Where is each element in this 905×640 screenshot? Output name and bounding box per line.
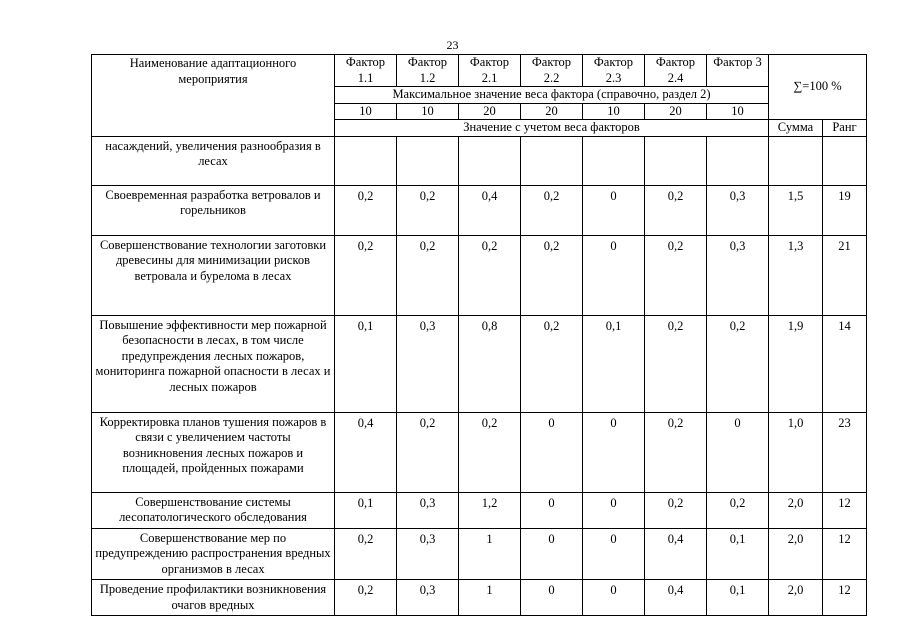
weight-factor-1-1: 10	[335, 103, 397, 120]
header-max-weight-caption: Максимальное значение веса фактора (справочно, раздел 2)	[335, 87, 769, 104]
factor-value-cell: 0,2	[645, 315, 707, 412]
table-row	[92, 412, 867, 492]
header-factor-1-2: Фактор 1.2	[397, 55, 459, 87]
factor-value-cell: 0,1	[583, 315, 645, 412]
factor-value-cell: 0,4	[645, 528, 707, 580]
measure-name: Проведение профилактики возникновения очагов вредных	[92, 580, 335, 616]
header-factor-3: Фактор 3	[707, 55, 769, 87]
factor-value-cell: 0,2	[645, 412, 707, 492]
factor-value-cell: 0,2	[335, 235, 397, 315]
weight-factor-2-2: 20	[521, 103, 583, 120]
header-value-caption: Значение с учетом веса факторов	[335, 120, 769, 137]
factor-value-cell: 0,2	[521, 315, 583, 412]
factor-value-cell: 0	[583, 528, 645, 580]
factor-value-cell: 0,4	[459, 185, 521, 235]
table-row	[92, 235, 867, 315]
factor-value-cell: 0,2	[645, 492, 707, 528]
sum-cell: 1,9	[769, 315, 823, 412]
factor-value-cell	[397, 136, 459, 185]
weight-factor-1-2: 10	[397, 103, 459, 120]
factor-value-cell: 0,2	[397, 185, 459, 235]
sum-cell: 2,0	[769, 580, 823, 616]
header-factor-2-4: Фактор 2.4	[645, 55, 707, 87]
factor-value-cell: 0,3	[397, 492, 459, 528]
table-body	[92, 55, 867, 616]
rank-cell: 21	[823, 235, 867, 315]
measure-name: Совершенствование мер по предупреждению распространения вредных организмов в лесах	[92, 528, 335, 580]
header-row-factors	[92, 55, 867, 87]
table-row	[92, 492, 867, 528]
rank-cell: 14	[823, 315, 867, 412]
header-factor-2-1: Фактор 2.1	[459, 55, 521, 87]
measure-name: Своевременная разработка ветровалов и горельников	[92, 185, 335, 235]
sum-cell: 1,5	[769, 185, 823, 235]
factor-value-cell: 0,2	[335, 185, 397, 235]
measure-name: насаждений, увеличения разнообразия в лесах	[92, 136, 335, 185]
measure-name: Корректировка планов тушения пожаров в связи с увеличением частоты возникновения лесных пожаров и площадей, пройденных пожарами	[92, 412, 335, 492]
factor-value-cell	[459, 136, 521, 185]
rank-cell: 12	[823, 580, 867, 616]
weight-factor-2-1: 20	[459, 103, 521, 120]
rank-cell: 12	[823, 492, 867, 528]
factor-value-cell: 0	[583, 235, 645, 315]
factor-value-cell: 0	[583, 492, 645, 528]
factor-value-cell: 0,8	[459, 315, 521, 412]
factor-value-cell	[521, 136, 583, 185]
factor-value-cell: 0	[583, 580, 645, 616]
weight-factor-2-4: 20	[645, 103, 707, 120]
sum-cell	[769, 136, 823, 185]
factor-value-cell: 0,2	[707, 492, 769, 528]
factor-value-cell	[335, 136, 397, 185]
factor-value-cell: 0	[521, 412, 583, 492]
factor-value-cell: 0	[521, 528, 583, 580]
factor-value-cell: 1	[459, 528, 521, 580]
rank-cell: 19	[823, 185, 867, 235]
factor-value-cell: 0,1	[707, 580, 769, 616]
table-row	[92, 136, 867, 185]
weight-factor-2-3: 10	[583, 103, 645, 120]
sum-cell: 2,0	[769, 492, 823, 528]
sum-cell: 1,3	[769, 235, 823, 315]
factor-value-cell: 0	[583, 185, 645, 235]
factor-value-cell: 0	[707, 412, 769, 492]
rank-cell: 23	[823, 412, 867, 492]
header-sum: Сумма	[769, 120, 823, 137]
sum-cell: 1,0	[769, 412, 823, 492]
header-factor-1-1: Фактор 1.1	[335, 55, 397, 87]
factor-value-cell: 0,3	[397, 580, 459, 616]
sum-cell: 2,0	[769, 528, 823, 580]
factor-value-cell: 0,4	[645, 580, 707, 616]
measure-name: Совершенствование системы лесопатологического обследования	[92, 492, 335, 528]
factor-value-cell: 0,2	[397, 235, 459, 315]
weight-factor-3: 10	[707, 103, 769, 120]
header-factor-2-2: Фактор 2.2	[521, 55, 583, 87]
rank-cell	[823, 136, 867, 185]
factor-value-cell: 0,2	[459, 412, 521, 492]
factor-value-cell	[645, 136, 707, 185]
factor-value-cell: 0,2	[521, 235, 583, 315]
factor-value-cell: 0,2	[645, 235, 707, 315]
table-row	[92, 528, 867, 580]
factor-value-cell: 0,4	[335, 412, 397, 492]
measure-name: Повышение эффективности мер пожарной безопасности в лесах, в том числе предупреждения лесных пожаров, мониторинга пожарной опасности в лесах и лесных пожаров	[92, 315, 335, 412]
table-row	[92, 315, 867, 412]
sum-total-label: =100 %	[802, 79, 842, 94]
factor-value-cell: 0,3	[397, 315, 459, 412]
header-rank: Ранг	[823, 120, 867, 137]
factor-value-cell: 0,2	[645, 185, 707, 235]
factor-value-cell: 1	[459, 580, 521, 616]
table-row	[92, 185, 867, 235]
factor-value-cell: 0,3	[707, 185, 769, 235]
factor-value-cell: 0,3	[707, 235, 769, 315]
factor-value-cell: 0,1	[335, 315, 397, 412]
factor-value-cell: 0	[521, 580, 583, 616]
factor-value-cell: 0,1	[707, 528, 769, 580]
factor-value-cell: 0,3	[397, 528, 459, 580]
factor-value-cell	[583, 136, 645, 185]
sigma-symbol: ∑	[793, 79, 803, 94]
rank-cell: 12	[823, 528, 867, 580]
header-name-column: Наименование адаптационного мероприятия	[92, 55, 335, 137]
page-number: 23	[446, 38, 459, 52]
header-factor-2-3: Фактор 2.3	[583, 55, 645, 87]
factor-value-cell: 0,2	[521, 185, 583, 235]
factor-value-cell: 0	[521, 492, 583, 528]
factor-value-cell: 0,2	[335, 580, 397, 616]
factor-value-cell	[707, 136, 769, 185]
measure-name: Совершенствование технологии заготовки древесины для минимизации рисков ветровала и бурелома в лесах	[92, 235, 335, 315]
factor-value-cell: 0,2	[459, 235, 521, 315]
factor-value-cell: 0,2	[397, 412, 459, 492]
factor-value-cell: 0,1	[335, 492, 397, 528]
header-sum-total	[769, 55, 867, 120]
table-row	[92, 580, 867, 616]
factor-value-cell: 1,2	[459, 492, 521, 528]
factor-value-cell: 0,2	[335, 528, 397, 580]
factor-value-cell: 0,2	[707, 315, 769, 412]
factor-value-cell: 0	[583, 412, 645, 492]
evaluation-table	[91, 54, 867, 616]
